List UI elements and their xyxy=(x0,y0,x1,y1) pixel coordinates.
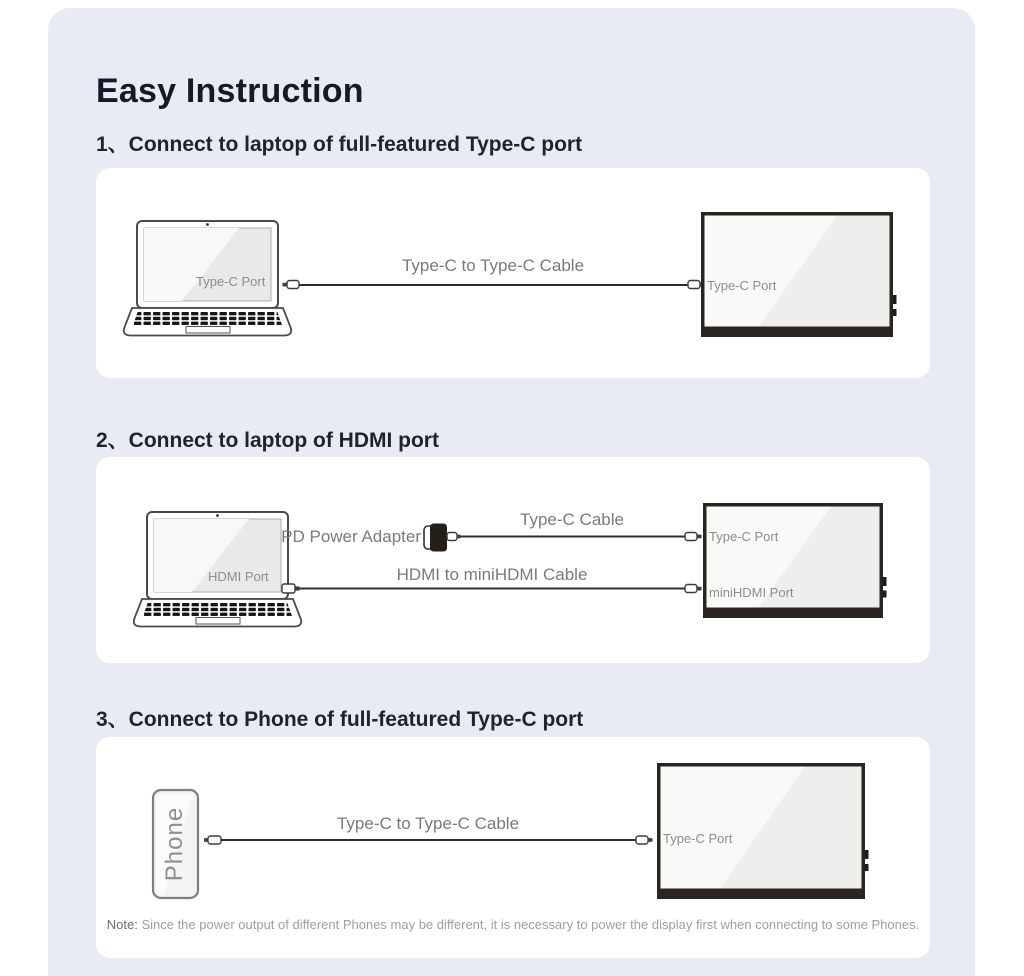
typec-cable-label: Type-C Cable xyxy=(520,510,624,529)
mini-hdmi-plug-icon xyxy=(685,585,702,593)
monitor-port-label: Type-C Port xyxy=(663,831,733,846)
step-2-heading: 2、Connect to laptop of HDMI port xyxy=(96,429,439,452)
hdmi-plug-icon xyxy=(282,584,300,593)
keyboard-keys xyxy=(133,311,282,325)
hdmi-cable-label: HDMI to miniHDMI Cable xyxy=(396,565,588,584)
adapter-label: PD Power Adapter xyxy=(281,527,421,546)
note-body: Since the power output of different Phones may be different, it is necessary to power the display first when connecting to some Phones. xyxy=(137,917,920,932)
monitor-minihdmi-port-label: miniHDMI Port xyxy=(709,585,794,600)
monitor-typec-port-label: Type-C Port xyxy=(709,529,779,544)
instruction-card-2 xyxy=(96,457,930,663)
note-text xyxy=(96,917,930,932)
step-3-heading: 3、Connect to Phone of full-featured Type-C port xyxy=(96,708,584,731)
laptop-port-label: Type-C Port xyxy=(196,274,266,289)
type-c-plug-icon xyxy=(685,533,702,541)
monitor-icon xyxy=(701,212,897,337)
monitor-button-icon xyxy=(865,864,869,871)
monitor-button-icon xyxy=(865,850,869,859)
trackpad xyxy=(196,618,240,625)
cable-label: Type-C to Type-C Cable xyxy=(401,256,585,275)
type-c-plug-icon xyxy=(283,281,300,289)
cable-label: Type-C to Type-C Cable xyxy=(336,814,520,833)
step-2-diagram xyxy=(96,457,930,663)
phone-label: Phone xyxy=(161,806,188,882)
monitor-button-icon xyxy=(883,591,887,598)
power-adapter-icon xyxy=(424,524,461,552)
trackpad xyxy=(186,327,230,334)
keyboard-keys xyxy=(143,602,292,616)
monitor-icon xyxy=(703,503,887,618)
webcam-dot-icon xyxy=(206,223,209,226)
monitor-button-icon xyxy=(893,309,897,316)
step-1-heading: 1、Connect to laptop of full-featured Type-C port xyxy=(96,133,583,156)
monitor-button-icon xyxy=(883,577,887,586)
webcam-dot-icon xyxy=(216,514,219,517)
monitor-button-icon xyxy=(893,295,897,304)
laptop-port-label: HDMI Port xyxy=(208,569,269,584)
monitor-port-label: Type-C Port xyxy=(707,278,777,293)
page-title: Easy Instruction xyxy=(96,72,364,110)
note-prefix: Note: xyxy=(106,917,138,932)
type-c-plug-icon xyxy=(204,836,221,844)
instruction-card-1 xyxy=(96,168,930,378)
instruction-card-3 xyxy=(96,737,930,958)
type-c-plug-icon xyxy=(636,836,653,844)
